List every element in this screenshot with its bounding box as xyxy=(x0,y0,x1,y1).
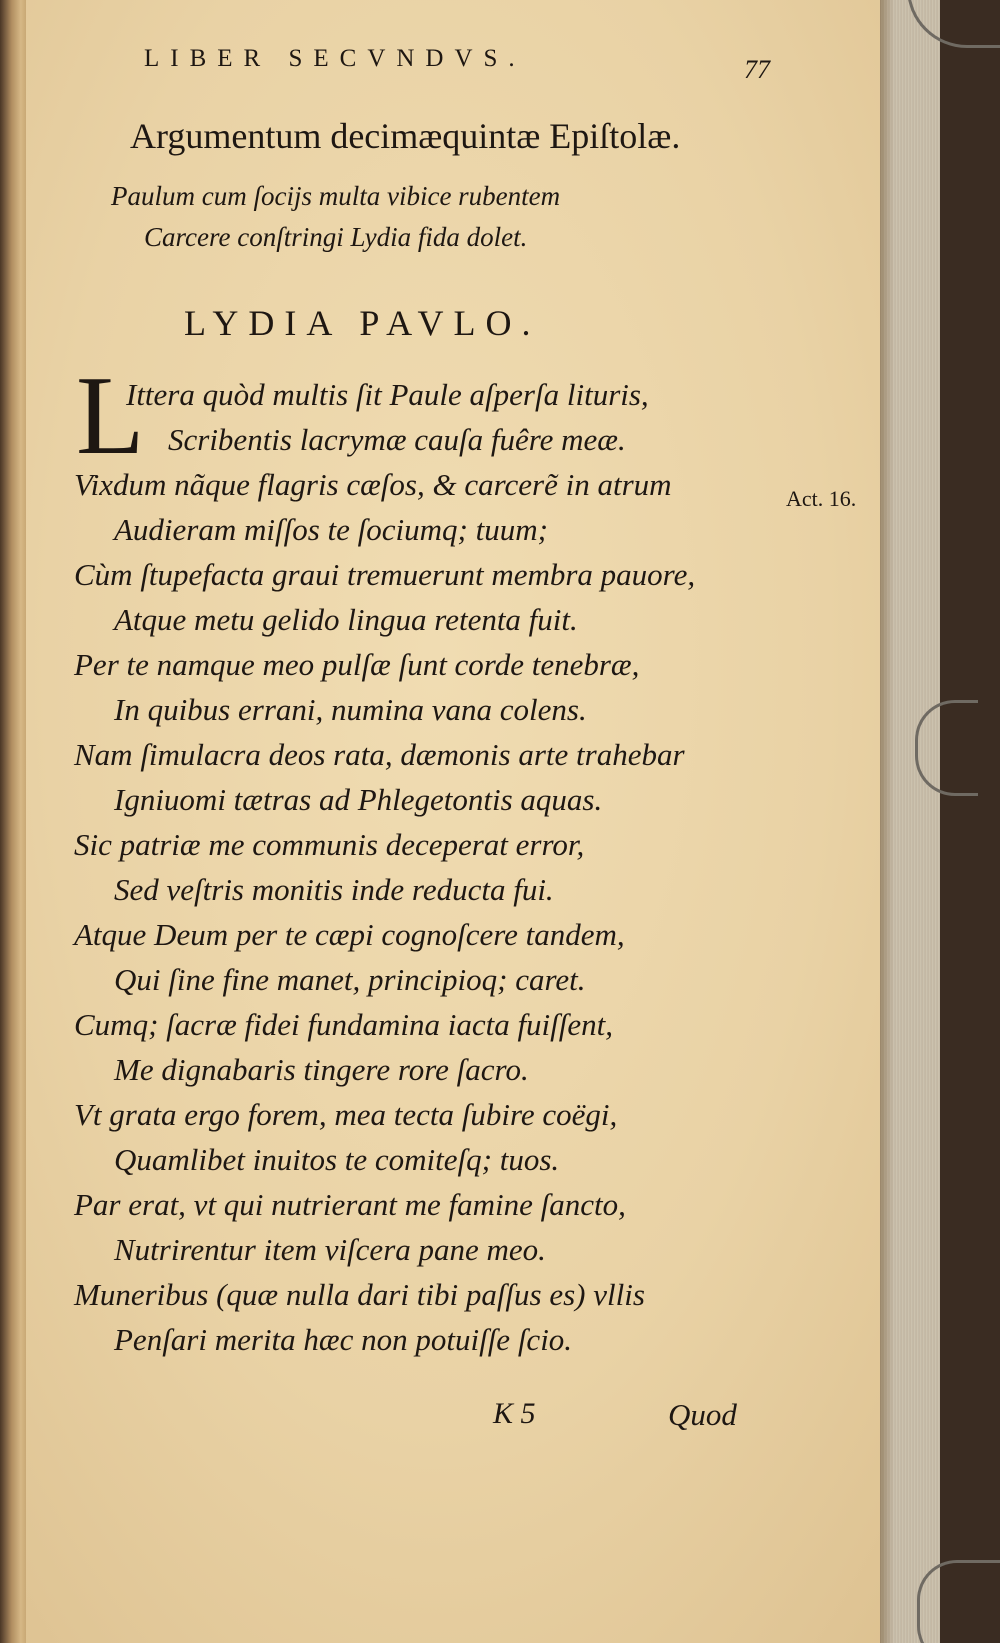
verse-line: Muneribus (quæ nulla dari tibi paſſus es) vllis xyxy=(74,1277,645,1312)
verse-line: Ittera quòd multis ſit Paule aſperſa lituris, xyxy=(126,377,649,412)
verse-line: In quibus errani, numina vana colens. xyxy=(114,692,587,727)
marginal-note: Act. 16. xyxy=(786,486,857,511)
argument-line: Paulum cum ſocijs multa vibice rubentem xyxy=(111,181,561,211)
verse-line: Atque Deum per te cæpi cognoſcere tandem, xyxy=(74,917,625,952)
verse-line: Igniuomi tætras ad Phlegetontis aquas. xyxy=(114,782,603,817)
verse-line: Audieram miſſos te ſociumq; tuum; xyxy=(114,512,548,547)
page-clip xyxy=(917,1560,1000,1643)
signature-mark: K 5 xyxy=(493,1397,536,1430)
verse-line: Quamlibet inuitos te comiteſq; tuos. xyxy=(114,1142,560,1177)
verse-line: Qui ſine fine manet, principioq; caret. xyxy=(114,962,586,997)
verse-line: Atque metu gelido lingua retenta fuit. xyxy=(114,602,578,637)
verse-line: Vixdum nãque flagris cæſos, & carcerẽ in atrum xyxy=(74,467,672,502)
page-number: 77 xyxy=(744,55,770,84)
drop-cap: L xyxy=(76,354,145,478)
verse-line: Par erat, vt qui nutrierant me famine ſancto, xyxy=(74,1187,626,1222)
verse-line: Sed veſtris monitis inde reducta fui. xyxy=(114,872,554,907)
verse-line: Nam ſimulacra deos rata, dæmonis arte trahebar xyxy=(74,737,685,772)
running-head: LIBER SECVNDVS. xyxy=(144,45,526,72)
gutter-show-through xyxy=(2,0,14,1643)
argument-line: Carcere conſtringi Lydia fida dolet. xyxy=(144,222,528,252)
verse-line: Vt grata ergo forem, mea tecta ſubire coëgi, xyxy=(74,1097,618,1132)
verse-line: Cumq; ſacræ fidei fundamina iacta fuiſſent, xyxy=(74,1007,614,1042)
verse-line: Penſari merita hæc non potuiſſe ſcio. xyxy=(114,1322,573,1357)
verse-line: Me dignabaris tingere rore ſacro. xyxy=(114,1052,529,1087)
page-fore-edge xyxy=(880,0,940,1643)
verse-line: Per te namque meo pulſæ ſunt corde tenebræ, xyxy=(74,647,640,682)
verse-line: Cùm ſtupefacta graui tremuerunt membra pauore, xyxy=(74,557,696,592)
catchword: Quod xyxy=(668,1397,737,1432)
page-clip xyxy=(915,700,978,796)
verse-line: Scribentis lacrymæ cauſa fuêre meæ. xyxy=(168,422,626,457)
verse-line: Nutrirentur item viſcera pane meo. xyxy=(114,1232,546,1267)
verse-line: Sic patriæ me communis deceperat error, xyxy=(74,827,585,862)
book-page xyxy=(26,0,940,1643)
poem-title: LYDIA PAVLO. xyxy=(184,303,541,343)
argument-title: Argumentum decimæquintæ Epiſtolæ. xyxy=(130,116,681,156)
